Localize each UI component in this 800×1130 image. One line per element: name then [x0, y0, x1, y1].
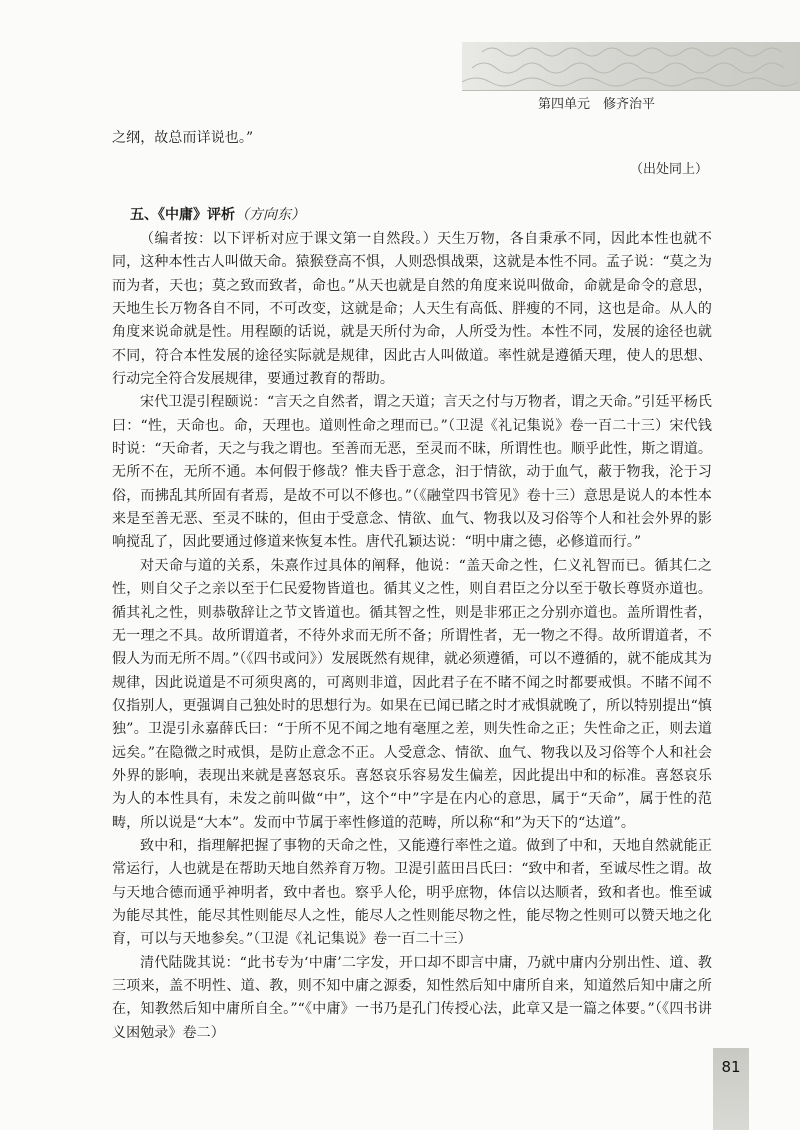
section-author: （方向东）: [235, 207, 305, 223]
page-number: 81: [721, 1058, 741, 1076]
paragraph-4: 致中和，指理解把握了事物的天命之性，又能遵行率性之道。做到了中和，天地自然就能正常运行，人也就是在帮助天地自然养育万物。卫湜引蓝田吕氏曰：“致中和者，至诚尽性之谓。故与天地合德而通乎神明者，致中者也。察乎人伦，明乎庶物，体信以达顺者，致和者也。惟至诚为能尽其性，能尽其性则能尽人之性，能尽人之性则能尽物之性，能尽物之性则可以赞天地之化育，可以与天地参矣。”（卫湜《礼记集说》卷一百二十三）: [112, 837, 712, 948]
paragraph-1: （编者按：以下评析对应于课文第一自然段。）天生万物，各自秉承不同，因此本性也就不同，这种本性古人叫做天命。猿猴登高不惧，人则恐惧战栗，这就是本性不同。孟子说：“莫之为而为者，天也；莫之致而致者，命也。”从天也就是自然的角度来说叫做命，命就是命令的意思，天地生长万物各自不同，不可改变，这就是命；人天生有高低、胖瘦的不同，这也是命。从人的角度来说命就是性。用程颐的话说，就是天所付为命，人所受为性。本性不同，发展的途径也就不同，符合本性发展的途径实际就是规律，因此古人叫做道。率性就是遵循天理，使人的思想、行动完全符合发展规律，要通过教育的帮助。: [112, 231, 712, 388]
ornament-pattern-icon: [462, 42, 800, 90]
continuation-line: 之纲，故总而详说也。”: [112, 130, 254, 146]
source-note: （出处同上）: [629, 162, 708, 177]
header-rule: [462, 90, 800, 91]
paragraph-5: 清代陆陇其说：“此书专为‘中庸’二字发，开口却不即言中庸，乃就中庸内分别出性、道、教三项来，盖不明性、道、教，则不知中庸之源委，知性然后知中庸所自来，知道然后知中庸之所在，知教然后知中庸所自全。”“《中庸》一书乃是孔门传授心法，此章又是一篇之体要。”（《四书讲义困勉录》卷二）: [112, 954, 712, 1041]
header-decoration: [462, 42, 800, 90]
section-title: 五、《中庸》评析: [130, 207, 235, 223]
section-heading: [130, 204, 305, 224]
body-text: [112, 228, 712, 1045]
unit-title: 第四单元 修齐治平: [538, 97, 656, 112]
paragraph-3: 对天命与道的关系，朱熹作过具体的阐释，他说：“盖天命之性，仁义礼智而已。循其仁之性，则自父子之亲以至于仁民爱物皆道也。循其义之性，则自君臣之分以至于敬长尊贤亦道也。循其礼之性，则恭敬辞让之节文皆道也。循其智之性，则是非邪正之分别亦道也。盖所谓性者，无一理之不具。故所谓道者，不待外求而无所不备；所谓性者，无一物之不得。故所谓道者，不假人为而无所不周。”（《四书或问》）发展既然有规律，就必须遵循，可以不遵循的，就不能成其为规律，因此说道是不可须臾离的，可离则非道，因此君子在不睹不闻之时都要戒惧。不睹不闻不仅指别人，更强调自己独处时的思想行为。如果在已闻已睹之时才戒惧就晚了，所以特别提出“慎独”。卫湜引永嘉薛氏曰：“于所不见不闻之地有毫厘之差，则失性命之正；失性命之正，则去道远矣。”在隐微之时戒惧，是防止意念不正。人受意念、情欲、血气、物我以及习俗等个人和社会外界的影响，表现出来就是喜怒哀乐。喜怒哀乐容易发生偏差，因此提出中和的标准。喜怒哀乐为人的本性具有，未发之前叫做“中”，这个“中”字是在内心的意思，属于“天命”，属于性的范畴，所以说是“大本”。发而中节属于率性修道的范畴，所以称“和”为天下的“达道”。: [112, 557, 712, 831]
paragraph-2: 宋代卫湜引程颐说：“言天之自然者，谓之天道；言天之付与万物者，谓之天命。”引廷平杨氏曰：“性，天命也。命，天理也。道则性命之理而已。”（卫湜《礼记集说》卷一百二十三）宋代钱时说：“天命者，天之与我之谓也。至善而无恶，至灵而不昧，所谓性也。顺乎此性，斯之谓道。无所不在，无所不通。本何假于修哉？惟夫昏于意念，汩于情欲，动于血气，蔽于物我，沦于习俗，而拂乱其所固有者焉，是故不可以不修也。”（《融堂四书管见》卷十三）意思是说人的本性本来是至善无恶、至灵不昧的，但由于受意念、情欲、血气、物我以及习俗等个人和社会外界的影响搅乱了，因此要通过修道来恢复本性。唐代孔颖达说：“明中庸之德，必修道而行。”: [112, 394, 712, 551]
continuation-text: [112, 127, 712, 150]
